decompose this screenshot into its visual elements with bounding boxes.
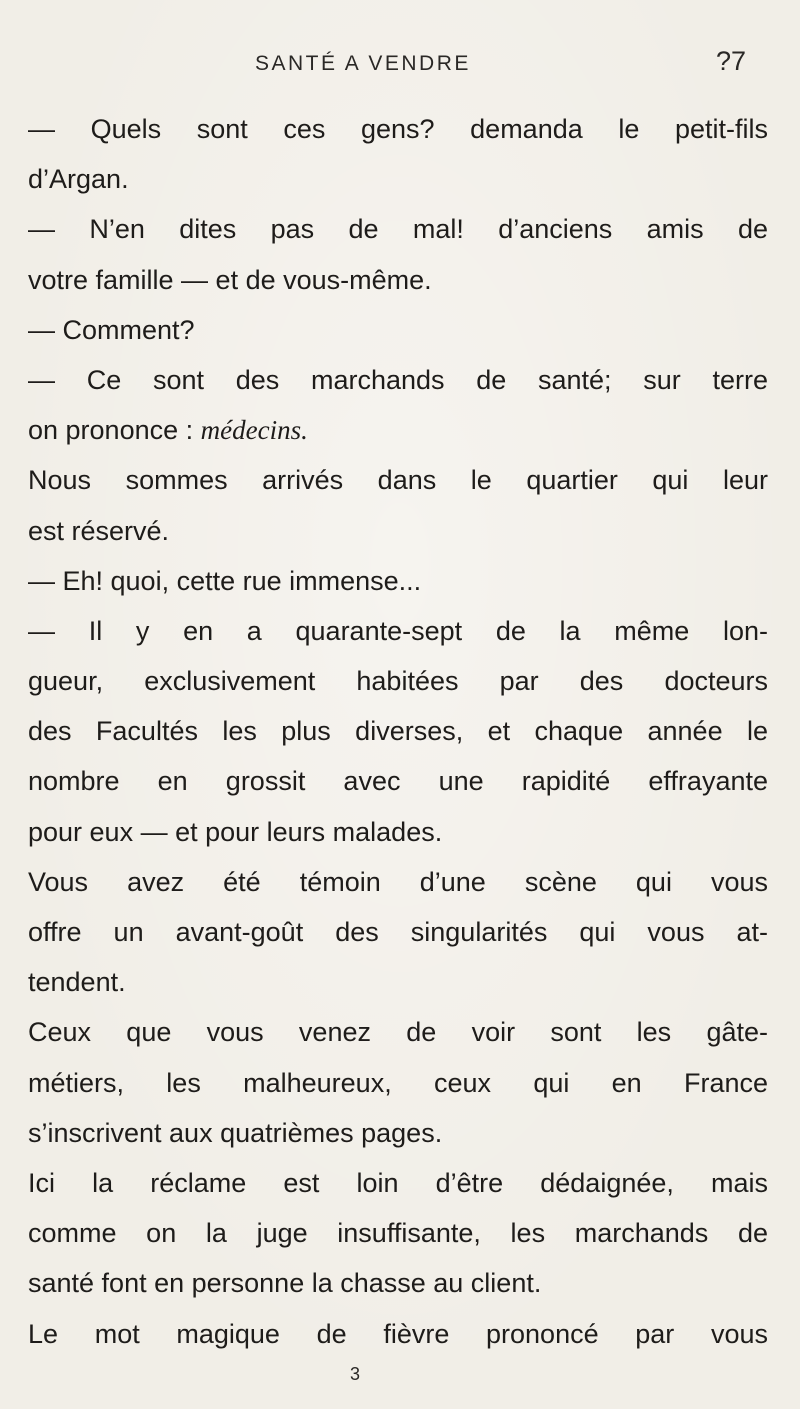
text-line: Ici la réclame est loin d’être dédaignée, mais [28, 1167, 768, 1198]
text-fragment: on prononce : [28, 415, 194, 446]
signature-mark [0, 1364, 800, 1385]
text-line: s’inscrivent aux quatrièmes pages. [28, 1117, 443, 1148]
page-number: ?7 [716, 46, 747, 76]
text-line: Le mot magique de fièvre prononcé par vous [28, 1318, 768, 1349]
text-line: gueur, exclusivement habitées par des docteurs [28, 666, 768, 697]
text-line: Nous sommes arrivés dans le quartier qui leur [28, 465, 768, 496]
body-text [28, 104, 768, 1359]
text-line: Vous avez été témoin d’une scène qui vous [28, 866, 768, 897]
text-line: santé font en personne la chasse au client. [28, 1268, 542, 1299]
text-line: — Ce sont des marchands de santé; sur terre [28, 364, 768, 395]
text-line: comme on la juge insuffisante, les marchands de [28, 1218, 768, 1249]
running-head [0, 46, 800, 86]
text-line: offre un avant-goût des singularités qui vous at- [28, 917, 768, 947]
text-line: Ceux que vous venez de voir sont les gâte- [28, 1017, 768, 1048]
text-line: est réservé. [28, 515, 170, 546]
text-line: — Il y en a quarante-sept de la même lon- [28, 615, 768, 646]
italic-word: médecins. [200, 415, 308, 446]
text-line: tendent. [28, 967, 126, 998]
text-line: nombre en grossit avec une rapidité effrayante [28, 766, 768, 797]
text-line: d’Argan. [28, 164, 129, 195]
text-line: — Comment? [28, 314, 195, 345]
text-line: métiers, les malheureux, ceux qui en France [28, 1067, 768, 1098]
text-line: des Facultés les plus diverses, et chaque année le [28, 716, 768, 747]
text-line: pour eux — et pour leurs malades. [28, 816, 443, 847]
signature-number: 3 [349, 1364, 360, 1384]
running-title: SANTÉ A VENDRE [255, 52, 471, 75]
text-line: votre famille — et de vous-même. [28, 264, 432, 295]
text-line: — Quels sont ces gens? demanda le petit-fils [28, 114, 768, 144]
text-line-with-italic [28, 405, 768, 455]
text-line: — N’en dites pas de mal! d’anciens amis de [28, 214, 768, 245]
text-line: — Eh! quoi, cette rue immense... [28, 565, 422, 596]
